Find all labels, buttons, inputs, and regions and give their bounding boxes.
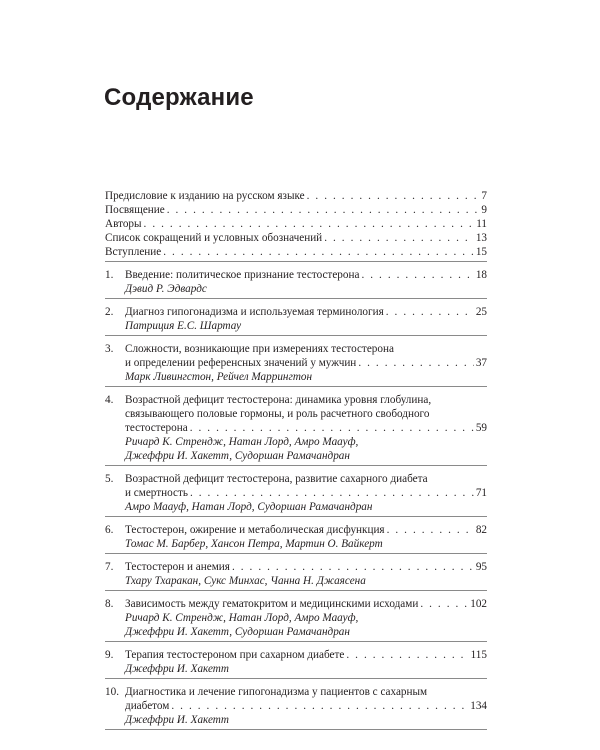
toc-page-number: 95 xyxy=(475,561,487,573)
toc-entry-title: Посвящение xyxy=(105,204,165,216)
chapter-content xyxy=(125,472,487,514)
chapter-number: 6. xyxy=(105,524,114,536)
toc-page-number: 18 xyxy=(475,269,487,281)
chapter-title-line: Возрастной дефицит тестостерона, развитие сахарного диабета xyxy=(125,473,428,485)
toc-page-number: 102 xyxy=(470,598,487,610)
chapter-number: 9. xyxy=(105,649,114,661)
toc-entry-title: Терапия тестостероном при сахарном диабете xyxy=(125,649,345,661)
dot-leader xyxy=(358,356,474,370)
front-matter-list xyxy=(105,189,487,262)
dot-leader xyxy=(307,189,480,203)
dot-leader xyxy=(324,231,474,245)
toc-page-number: 15 xyxy=(475,246,487,258)
dot-leader xyxy=(361,268,473,282)
table-of-contents xyxy=(105,189,487,730)
section-divider xyxy=(105,335,487,336)
chapter-content xyxy=(125,393,487,463)
dot-leader xyxy=(163,245,474,259)
toc-entry-title: Зависимость между гематокритом и медицинскими исходами xyxy=(125,598,419,610)
front-matter-item xyxy=(105,217,487,231)
toc-entry-title: Тестостерон, ожирение и метаболическая дисфункция xyxy=(125,524,385,536)
chapter-entry xyxy=(105,342,487,384)
toc-entry-title: Вступление xyxy=(105,246,162,258)
toc-entry-title: диабетом xyxy=(125,700,170,712)
chapter-authors: Амро Маауф, Натан Лорд, Судоршан Рамачандран xyxy=(125,501,373,513)
chapter-authors: Тхару Тхаракан, Сукс Минхас, Чанна Н. Джаясена xyxy=(125,575,366,587)
chapter-content xyxy=(125,597,487,639)
chapter-authors: Патриция Е.С. Шартау xyxy=(125,320,242,332)
front-matter-item xyxy=(105,189,487,203)
front-matter-item xyxy=(105,203,487,217)
toc-entry-title: тестостерона xyxy=(125,422,188,434)
chapter-entry xyxy=(105,560,487,588)
chapter-number: 4. xyxy=(105,394,114,406)
dot-leader xyxy=(346,648,468,662)
section-divider xyxy=(105,590,487,591)
dot-leader xyxy=(190,421,474,435)
toc-page-number: 7 xyxy=(481,190,487,202)
chapter-number: 10. xyxy=(105,686,119,698)
front-matter-item xyxy=(105,231,487,245)
chapter-title-line xyxy=(125,597,487,611)
chapter-entry xyxy=(105,472,487,514)
chapter-content xyxy=(125,648,487,676)
toc-page-number: 59 xyxy=(475,422,487,434)
chapter-title-line xyxy=(125,523,487,537)
chapter-title-line xyxy=(125,560,487,574)
chapter-title-line: Возрастной дефицит тестостерона: динамика уровня глобулина, xyxy=(125,394,432,406)
chapter-authors: Ричард К. Стрендж, Натан Лорд, Амро Маауф, xyxy=(125,436,359,448)
chapter-authors: Ричард К. Стрендж, Натан Лорд, Амро Маауф, xyxy=(125,612,359,624)
chapter-authors: Томас М. Барбер, Хансон Петра, Мартин О. Вайкерт xyxy=(125,538,383,550)
dot-leader xyxy=(167,203,480,217)
toc-page-number: 71 xyxy=(475,487,487,499)
chapter-title-line xyxy=(125,421,487,435)
chapter-number: 5. xyxy=(105,473,114,485)
chapter-title-line: Диагностика и лечение гипогонадизма у пациентов с сахарным xyxy=(125,686,428,698)
dot-leader xyxy=(420,597,468,611)
chapter-entry xyxy=(105,393,487,463)
chapter-title-line xyxy=(125,305,487,319)
chapter-content xyxy=(125,685,487,727)
chapter-list xyxy=(105,268,487,730)
toc-page-number: 25 xyxy=(475,306,487,318)
chapter-title-line xyxy=(125,268,487,282)
chapter-entry xyxy=(105,597,487,639)
chapter-content xyxy=(125,560,487,588)
chapter-number: 3. xyxy=(105,343,114,355)
toc-page-number: 13 xyxy=(475,232,487,244)
section-divider xyxy=(105,729,487,730)
chapter-number: 1. xyxy=(105,269,114,281)
dot-leader xyxy=(386,305,474,319)
toc-page-number: 134 xyxy=(470,700,487,712)
toc-entry-title: Авторы xyxy=(105,218,142,230)
toc-entry-title: Диагноз гипогонадизма и используемая терминология xyxy=(125,306,384,318)
chapter-authors: Джеффри И. Хакетт xyxy=(125,663,229,675)
section-divider xyxy=(105,465,487,466)
chapter-entry xyxy=(105,685,487,727)
section-divider xyxy=(105,641,487,642)
toc-entry-title: Список сокращений и условных обозначений xyxy=(105,232,323,244)
chapter-authors: Джеффри И. Хакетт xyxy=(125,714,229,726)
chapter-number: 7. xyxy=(105,561,114,573)
section-divider xyxy=(105,516,487,517)
chapter-authors: Джеффри И. Хакетт, Судоршан Рамачандран xyxy=(125,450,350,462)
chapter-number: 2. xyxy=(105,306,114,318)
toc-entry-title: и смертность xyxy=(125,487,188,499)
chapter-authors: Марк Ливингстон, Рейчел Маррингтон xyxy=(125,371,313,383)
toc-page-number: 37 xyxy=(475,357,487,369)
chapter-entry xyxy=(105,305,487,333)
section-divider xyxy=(105,298,487,299)
front-matter-item xyxy=(105,245,487,259)
section-divider xyxy=(105,553,487,554)
chapter-title-line: связывающего половые гормоны, и роль расчетного свободного xyxy=(125,408,430,420)
dot-leader xyxy=(171,699,468,713)
toc-page-number: 115 xyxy=(470,649,487,661)
chapter-entry xyxy=(105,523,487,551)
section-divider xyxy=(105,261,487,262)
chapter-title-line xyxy=(125,486,487,500)
chapter-content xyxy=(125,342,487,384)
chapter-entry xyxy=(105,648,487,676)
toc-entry-title: и определении референсных значений у мужчин xyxy=(125,357,357,369)
dot-leader xyxy=(144,217,475,231)
dot-leader xyxy=(190,486,474,500)
toc-entry-title: Тестостерон и анемия xyxy=(125,561,230,573)
dot-leader xyxy=(232,560,474,574)
chapter-authors: Дэвид Р. Эдвардс xyxy=(125,283,207,295)
toc-entry-title: Предисловие к изданию на русском языке xyxy=(105,190,305,202)
toc-page-number: 9 xyxy=(481,204,487,216)
section-divider xyxy=(105,678,487,679)
page-title: Содержание xyxy=(104,84,254,111)
chapter-content xyxy=(125,268,487,296)
toc-page-number: 11 xyxy=(476,218,487,230)
chapter-title-line xyxy=(125,648,487,662)
section-divider xyxy=(105,386,487,387)
chapter-entry xyxy=(105,268,487,296)
toc-entry-title: Введение: политическое признание тестостерона xyxy=(125,269,360,281)
dot-leader xyxy=(387,523,474,537)
chapter-content xyxy=(125,523,487,551)
chapter-title-line: Сложности, возникающие при измерениях тестостерона xyxy=(125,343,394,355)
chapter-authors: Джеффри И. Хакетт, Судоршан Рамачандран xyxy=(125,626,350,638)
chapter-title-line xyxy=(125,699,487,713)
chapter-number: 8. xyxy=(105,598,114,610)
chapter-content xyxy=(125,305,487,333)
toc-page-number: 82 xyxy=(475,524,487,536)
chapter-title-line xyxy=(125,356,487,370)
